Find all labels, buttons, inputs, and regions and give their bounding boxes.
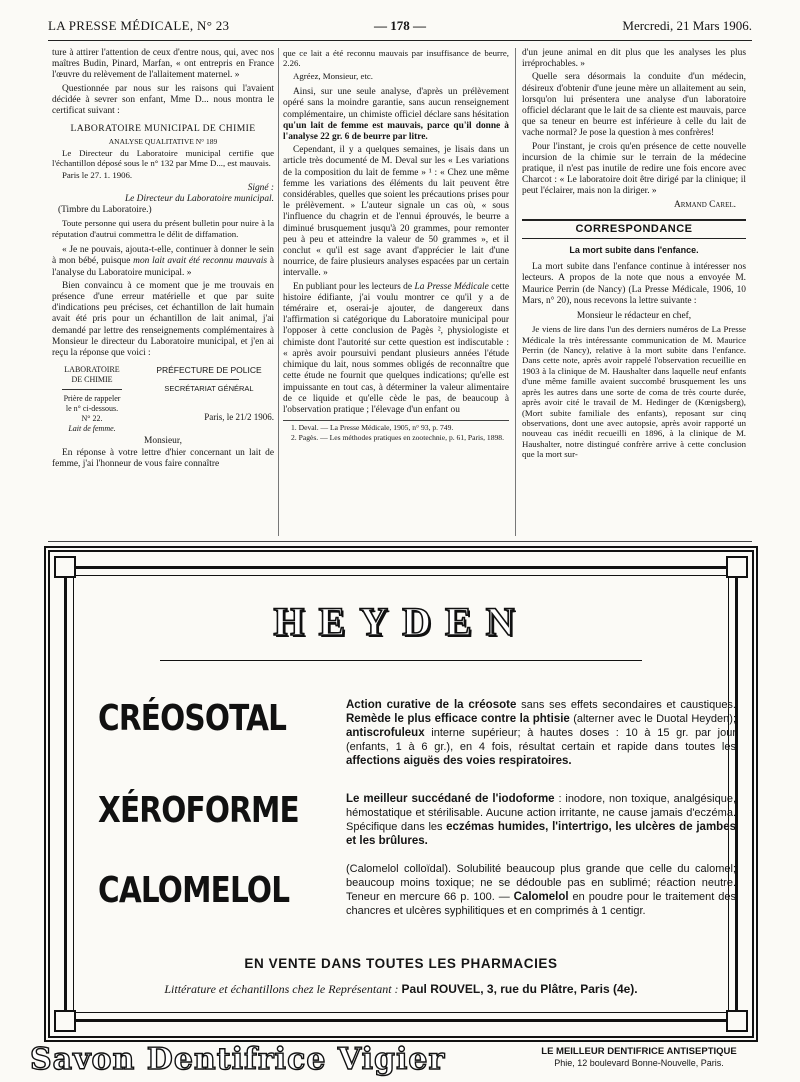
letter-closing: Agréez, Monsieur, etc. bbox=[293, 70, 374, 81]
section-heading: CORRESPONDANCE bbox=[522, 219, 746, 239]
section-subtitle: La mort subite dans l'enfance. bbox=[569, 245, 699, 256]
journal-title: LA PRESSE MÉDICALE, N° 23 bbox=[48, 18, 230, 33]
product-name-xeroforme: XÉROFORME bbox=[98, 790, 299, 831]
article-author: Armand Carel. bbox=[673, 199, 736, 210]
letter-end: que ce lait a été reconnu mauvais par insuffisance de beurre, 2.26. bbox=[283, 48, 509, 69]
article-column-1 bbox=[52, 48, 274, 536]
certificate-subtitle: ANALYSE QUALITATIVE N° 189 bbox=[108, 137, 218, 147]
ad-brand: HEYDEN bbox=[273, 599, 529, 644]
paragraph: En réponse à votre lettre d'hier concernant un lait de femme, j'ai l'honneur de vous faire connaître bbox=[52, 447, 274, 469]
certificate-title: LABORATOIRE MUNICIPAL DE CHIMIE bbox=[70, 123, 256, 135]
heyden-advertisement bbox=[44, 546, 758, 1042]
savon-address: Phie, 12 boulevard Bonne-Nouvelle, Paris. bbox=[554, 1057, 724, 1068]
product-name-creosotal: CRÉOSOTAL bbox=[98, 698, 287, 739]
representative-line: Littérature et échantillons chez le Représentant : Paul ROUVEL, 3, rue du Plâtre, Paris (4e). bbox=[164, 982, 638, 996]
paragraph: d'un jeune animal en dit plus que les analyses les plus irréprochables. » bbox=[522, 48, 746, 70]
header-rule bbox=[48, 40, 752, 41]
savon-vigier-banner: Savon Dentifrice Vigier bbox=[30, 1042, 446, 1077]
footnote: 2. Pagès. — Les méthodes pratiques en zootechnie, p. 61, Paris, 1898. bbox=[291, 432, 505, 442]
paragraph: Questionnée par nous sur les raisons qui l'avaient décidée à sevrer son enfant, Mme D... nous montra le certificat suivant : bbox=[52, 83, 274, 117]
column-separator bbox=[515, 48, 516, 536]
section-divider bbox=[48, 541, 752, 542]
running-header bbox=[48, 18, 752, 36]
xeroforme-description: Le meilleur succédané de l'iodoforme : inodore, non toxique, analgésique, hémostatique et stérilisable. Aucune action irritante, ne cause jamais d'eczéma. Spécifique dans les eczémas humides, l'intertrigo, les ulcères de jambes et les brûlures. bbox=[346, 793, 736, 847]
footnotes bbox=[283, 420, 509, 442]
brand-rule bbox=[160, 660, 642, 661]
article-column-2 bbox=[283, 48, 509, 536]
article-column-3 bbox=[522, 48, 746, 536]
paragraph: Cependant, il y a quelques semaines, je lisais dans un article très documenté de M. Deval sur les « Les variations de la composition du lait de femme » ¹ : « Chez une même femme les variations des éléments du lait peuvent être considérables, quelles que soient les précautions prises pour le prélèvement. » L'auteur signale un cas où, « sous l'influence du chagrin et de l'ennui éprouvés, le beurre a diminué brusquement jusqu'à 20 grammes, pour remonter peu à peu et atteindre la valeur de 50 grammes », et il conclut « qu'il est sage avant d'apprécier le lait d'une nourrice, de faire plusieurs analyses espacées par un certain intervalle. » bbox=[283, 145, 509, 279]
frame-corner-ornament bbox=[54, 556, 76, 578]
letter-salutation: Monsieur le rédacteur en chef, bbox=[576, 311, 692, 322]
paragraph: Bien convaincu à ce moment que je me trouvais en présence d'une erreur matérielle et que par suite d'indications peu précises, cet échantillon de lait humain avait été pris pour un échantillon de lait animal, j'ai demandé par lettre des renseignements complémentaires à Monsieur le directeur du Laboratoire municipal, et j'en ai reçu la réponse que voici : bbox=[52, 280, 274, 359]
prefecture-letterhead: LABORATOIRE DE CHIMIE Prière de rappeler le n° ci-dessous. N° 22. Lait de femme. PRÉFECTURE DE POLICE SECRÉTARIAT GÉNÉRAL Paris, le 21/2 1906. bbox=[63, 365, 274, 434]
frame-corner-ornament bbox=[54, 1010, 76, 1032]
footnote: 1. Deval. — La Presse Médicale, 1905, n° 93, p. 749. bbox=[291, 423, 454, 433]
column-separator bbox=[278, 48, 279, 536]
frame-corner-ornament bbox=[726, 556, 748, 578]
certificate-date: Paris le 27. 1. 1906. bbox=[62, 170, 133, 181]
product-name-calomelol: CALOMELOL bbox=[98, 870, 290, 911]
savon-tagline: LE MEILLEUR DENTIFRICE ANTISEPTIQUE bbox=[541, 1046, 737, 1057]
paragraph: Pour l'instant, je crois qu'en présence de cette nouvelle incursion de la chimie sur le terrain de la médecine pratique, il n'est pas inutile de redire une fois encore avec Charcot : « Le laboratoire doit être dirigé par la clinique; il peut l'éclairer, mais non la diriger. » bbox=[522, 141, 746, 197]
paragraph: Quelle sera désormais la conduite d'un médecin, désireux d'obtenir d'une jeune mère un allaitement au sein, lorsqu'on lui présentera une analyse d'un laboratoire officiel déclarant que le lait de sa cliente est mauvais, parce que sa teneur en beurre est inférieure à celle du lait de vache normal? Je pose la question à mes confrères! bbox=[522, 72, 746, 139]
creosotal-description: Action curative de la créosote sans ses effets secondaires et caustiques. Remède le plus efficace contre la phtisie (alterner avec le Duotal Heyden); antiscrofuleux interne supérieur; à hautes doses : 10 à 15 gr. par jour (enfants, 1 à 6 gr.), en 4 fois, résultat certain et rapide dans toutes les affections aiguës des voies respiratoires. bbox=[346, 699, 737, 767]
paragraph: ture à attirer l'attention de ceux d'entre nous, qui, avec nos maîtres Budin, Pinard, Marfan, « ont entrepris en France l'œuvre du relèvement de l'allaitement maternel. » bbox=[52, 48, 274, 81]
frame-corner-ornament bbox=[726, 1010, 748, 1032]
paragraph: « Je ne pouvais, ajouta-t-elle, continuer à donner le sein à mon bébé, puisque mon lait avait été reconnu mauvais à l'analyse du Laboratoire municipal. » bbox=[52, 245, 274, 278]
signature-name: Le Directeur du Laboratoire municipal. bbox=[124, 194, 274, 205]
paragraph: Je viens de lire dans l'un des derniers numéros de La Presse Médicale la très intéressante communication de M. Maurice Perrin (de Nancy), relative à la mort subite dans l'enfance. Dans cette note, après avoir rappelé l'observation recueillie en 1903 à la clinique de M. Haushalter dans laquelle neuf enfants d'une même famille avaient succombé brusquement les uns après les autres dans une sorte de coma de très courte durée, après avoir cité le travail de M. Hedinger de (Kœnigsberg), (Mort subite familiale des enfants), reposant sur cinq observations, dont une avec autopsie, après avoir rapporté un nouveau cas inédit recueilli en 1896, à la clinique de M. Haushalter, notre distingué confrère arrive à cette conclusion que la mort sur- bbox=[522, 324, 746, 460]
paragraph: En publiant pour les lecteurs de La Presse Médicale cette histoire édifiante, j'ai voulu montrer ce qu'il y a de téméraire et, oserai-je ajouter, de dangereux dans l'affirmation si catégorique du Laboratoire municipal pour l'opposer à cette conclusion de Pagès ², physiologiste et chimiste dont l'autorité sur cette question est indiscutable : « après avoir poursuivi pendant plusieurs années l'étude chimique du lait, nous sommes obligés de reconnaître que cette étude ne fournit que quelques indications; qu'elle est impuissante en tout cas, à déterminer la valeur alimentaire de ce liquide et qu'elle cède le pas, de beaucoup à l'observation pratique ; l'élevage d'un enfant ou bbox=[283, 281, 509, 415]
calomelol-description: (Calomelol colloïdal). Solubilité beaucoup plus grande que celle du calomel; beaucoup moins toxique; ne se dédouble pas en sublimé; réaction neutre. Teneur en mercure 66 p. 100. — Calomelol en poudre pour le traitement des chancres et ulcères syphilitiques et en comprimés à 1 centigr. bbox=[346, 863, 736, 917]
paragraph: Ainsi, sur une seule analyse, d'après un prélèvement opéré sans la moindre garantie, sans aucun renseignement complémentaire, un chimiste officiel déclare sans hésitation qu'un lait de femme est mauvais, parce qu'il donne à l'analyse 22 gr. 6 de beurre par litre. bbox=[283, 87, 509, 143]
certificate-text: Le Directeur du Laboratoire municipal certifie que l'échantillon déposé sous le n° 132 par Mme D..., est mauvais. bbox=[52, 147, 274, 169]
stamp-note: (Timbre du Laboratoire.) bbox=[58, 205, 152, 216]
letter-salutation: Monsieur, bbox=[144, 436, 182, 447]
issue-date: Mercredi, 21 Mars 1906. bbox=[622, 18, 752, 33]
signature-label: Signé : bbox=[247, 182, 274, 193]
paragraph: La mort subite dans l'enfance continue à intéresser nos lecteurs. A propos de la note que nous a envoyée M. Maurice Perrin (de Nancy) (La Presse Médicale, 1906, 10 Mars, n° 20), nous recevons la lettre suivante : bbox=[522, 262, 746, 306]
legal-notice: Toute personne qui usera du présent bulletin pour nuire à la réputation d'autrui commettra le délit de diffamation. bbox=[52, 218, 274, 239]
page-number: — 178 — bbox=[374, 18, 426, 33]
savon-vigier-details bbox=[524, 1046, 754, 1069]
sale-notice: EN VENTE DANS TOUTES LES PHARMACIES bbox=[244, 956, 558, 971]
